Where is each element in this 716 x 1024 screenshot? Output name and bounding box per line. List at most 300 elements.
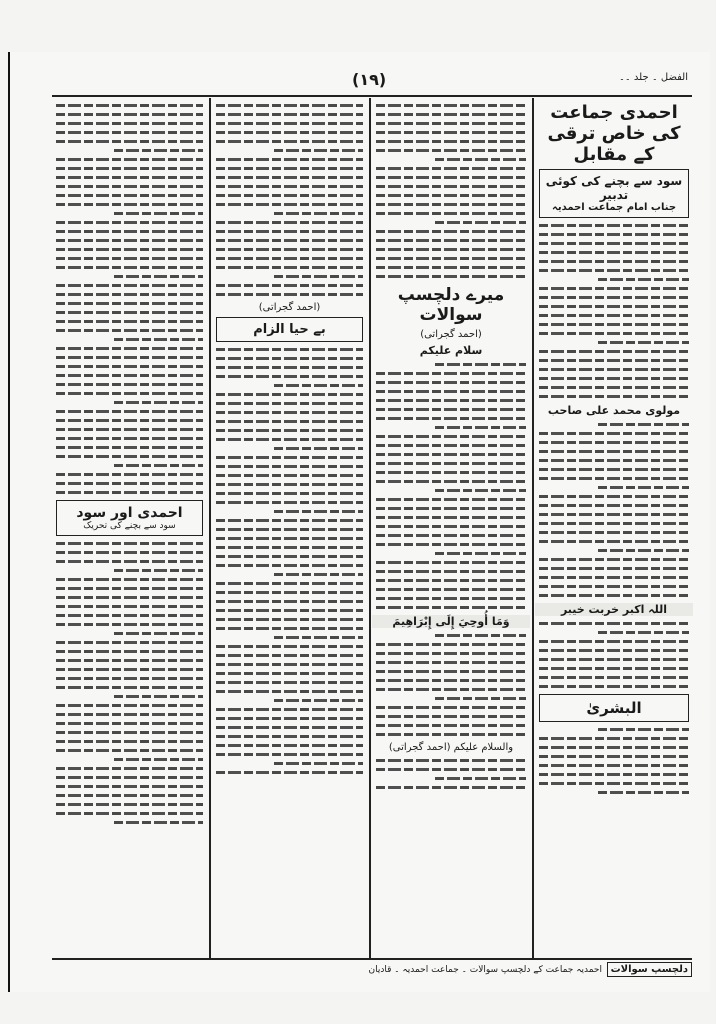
text-line (435, 697, 526, 700)
text-line (376, 239, 526, 242)
text-line (376, 652, 526, 655)
text-line (56, 740, 203, 743)
text-line (598, 423, 689, 426)
text-line (376, 131, 526, 134)
text-line (56, 158, 203, 161)
text-line (539, 386, 689, 389)
text-line (114, 569, 203, 572)
text-line (274, 212, 363, 215)
text-line (376, 444, 526, 447)
text-line (274, 149, 363, 152)
text-line (376, 257, 526, 260)
text-line (539, 513, 689, 516)
text-line (539, 567, 689, 570)
text-line (376, 561, 526, 564)
text-line (539, 395, 689, 398)
footer-tag: دلچسپ سوالات (607, 962, 692, 977)
text-line (56, 641, 203, 644)
text-line (56, 473, 203, 476)
text-line (56, 392, 203, 395)
text-line (56, 239, 203, 242)
text-line (539, 368, 689, 371)
text-line (539, 640, 689, 643)
text-line (435, 489, 526, 492)
top-rule (52, 95, 692, 97)
footer-rule (52, 958, 692, 960)
column-separator-3 (209, 98, 211, 960)
text-line (539, 314, 689, 317)
text-line (376, 176, 526, 179)
text-line (376, 715, 526, 718)
text-line (216, 348, 363, 351)
text-line (216, 104, 363, 107)
column-2-greeting: سلام علیکم (419, 344, 483, 357)
column-2-text-c (372, 634, 530, 736)
text-line (435, 777, 526, 780)
text-line (56, 113, 203, 116)
text-line (56, 491, 203, 494)
text-line (216, 600, 363, 603)
text-line (376, 786, 526, 789)
text-line (56, 614, 203, 617)
text-line (539, 251, 689, 254)
text-line (114, 758, 203, 761)
text-line (376, 399, 526, 402)
text-line (56, 542, 203, 545)
text-line (216, 402, 363, 405)
text-line (216, 429, 363, 432)
column-2 (372, 98, 530, 958)
text-line (376, 113, 526, 116)
text-line (114, 338, 203, 341)
text-line (216, 717, 363, 720)
text-line (56, 446, 203, 449)
text-line (376, 248, 526, 251)
text-line (539, 531, 689, 534)
text-line (56, 104, 203, 107)
text-line (376, 408, 526, 411)
text-line (56, 767, 203, 770)
text-line (435, 634, 526, 637)
column-1-box-sub: جناب امام جماعت احمدیہ (551, 202, 677, 213)
text-line (216, 735, 363, 738)
text-line (598, 549, 689, 552)
column-1-text-c (535, 622, 693, 688)
text-line (216, 663, 363, 666)
text-line (56, 131, 203, 134)
text-line (376, 597, 526, 600)
text-line (216, 591, 363, 594)
text-line (56, 668, 203, 671)
text-line (56, 437, 203, 440)
text-line (539, 495, 689, 498)
text-line (216, 131, 363, 134)
text-line (376, 679, 526, 682)
margin-handwriting (18, 760, 36, 900)
text-line (539, 737, 689, 740)
text-line (376, 266, 526, 269)
text-line (56, 329, 203, 332)
text-line (56, 713, 203, 716)
text-line (216, 537, 363, 540)
text-line (376, 203, 526, 206)
text-line (216, 582, 363, 585)
text-line (56, 167, 203, 170)
column-2-text-a (372, 104, 530, 278)
text-line (216, 645, 363, 648)
text-line (56, 194, 203, 197)
text-line (56, 650, 203, 653)
text-line (56, 596, 203, 599)
text-line (376, 167, 526, 170)
text-line (376, 706, 526, 709)
text-line (56, 659, 203, 662)
text-line (56, 587, 203, 590)
column-1-text-a (535, 224, 693, 398)
column-3-text-a (212, 104, 367, 296)
text-line (539, 477, 689, 480)
text-line (216, 411, 363, 414)
text-line (216, 122, 363, 125)
text-line (539, 359, 689, 362)
text-line (539, 287, 689, 290)
text-line (56, 803, 203, 806)
text-line (539, 233, 689, 236)
text-line (598, 728, 689, 731)
text-line (376, 670, 526, 673)
text-line (56, 383, 203, 386)
text-line (56, 776, 203, 779)
text-line (435, 158, 526, 161)
text-line (56, 374, 203, 377)
text-line (539, 468, 689, 471)
text-line (56, 302, 203, 305)
column-4-text-b (52, 542, 207, 824)
text-line (56, 203, 203, 206)
text-line (216, 456, 363, 459)
text-line (274, 762, 363, 765)
text-line (216, 492, 363, 495)
text-line (216, 221, 363, 224)
column-2-arabic: وَمَا أُوحِيَ إِلَى إِبْرَاهِيمَ (372, 615, 530, 628)
text-line (376, 661, 526, 664)
page-number: (١٩) (352, 70, 387, 89)
text-line (274, 636, 363, 639)
text-line (56, 176, 203, 179)
text-line (376, 516, 526, 519)
text-line (216, 681, 363, 684)
text-line (56, 320, 203, 323)
text-line (216, 366, 363, 369)
text-line (539, 755, 689, 758)
text-line (376, 543, 526, 546)
text-line (56, 356, 203, 359)
text-line (56, 248, 203, 251)
column-3-byline: (احمد گجراتی) (258, 302, 321, 313)
text-line (216, 438, 363, 441)
column-1-box-title: سود سے بچنے کی کوئی تدبیر (545, 174, 683, 202)
text-line (539, 622, 689, 625)
text-line (539, 305, 689, 308)
text-line (56, 785, 203, 788)
text-line (539, 323, 689, 326)
text-line (376, 212, 526, 215)
text-line (539, 441, 689, 444)
text-line (435, 426, 526, 429)
text-line (216, 501, 363, 504)
text-line (376, 185, 526, 188)
text-line (274, 447, 363, 450)
text-line (56, 551, 203, 554)
text-line (114, 464, 203, 467)
text-line (216, 357, 363, 360)
column-1-subhead: مولوی محمد علی صاحب (547, 404, 681, 417)
issue-line: الفضل ۔ جلد ۔۔ (619, 72, 688, 83)
text-line (216, 203, 363, 206)
text-line (376, 471, 526, 474)
text-line (376, 122, 526, 125)
text-line (216, 420, 363, 423)
text-line (56, 266, 203, 269)
column-3-headline: بے حیا الزام (216, 317, 363, 342)
column-1 (535, 98, 693, 958)
text-line (376, 759, 526, 762)
text-line (376, 579, 526, 582)
text-line (56, 410, 203, 413)
text-line (376, 390, 526, 393)
text-line (539, 558, 689, 561)
text-line (216, 564, 363, 567)
text-line (539, 332, 689, 335)
text-line (539, 296, 689, 299)
text-line (56, 623, 203, 626)
text-line (56, 347, 203, 350)
column-4-text-a (52, 104, 207, 494)
text-line (376, 381, 526, 384)
text-line (216, 519, 363, 522)
text-line (114, 695, 203, 698)
text-line (216, 753, 363, 756)
text-line (539, 658, 689, 661)
column-3-text-b (212, 348, 367, 774)
text-line (539, 782, 689, 785)
text-line (56, 482, 203, 485)
text-line (274, 384, 363, 387)
text-line (376, 194, 526, 197)
text-line (56, 221, 203, 224)
text-line (216, 284, 363, 287)
text-line (216, 627, 363, 630)
text-line (56, 704, 203, 707)
text-line (539, 450, 689, 453)
text-line (539, 350, 689, 353)
text-line (376, 140, 526, 143)
column-4 (52, 98, 207, 958)
footer (52, 962, 692, 984)
text-line (56, 455, 203, 458)
text-line (598, 791, 689, 794)
text-line (376, 104, 526, 107)
text-line (216, 474, 363, 477)
text-line (216, 375, 363, 378)
text-line (539, 242, 689, 245)
text-line (376, 507, 526, 510)
column-1-quote: اللہ اکبر خربت خیبر (535, 603, 693, 616)
text-line (435, 552, 526, 555)
text-line (56, 257, 203, 260)
text-line (539, 432, 689, 435)
text-line (56, 419, 203, 422)
text-line (56, 284, 203, 287)
text-line (216, 618, 363, 621)
text-line (216, 113, 363, 116)
text-line (598, 631, 689, 634)
text-line (216, 555, 363, 558)
text-line (56, 122, 203, 125)
text-line (539, 260, 689, 263)
text-line (598, 341, 689, 344)
text-line (274, 699, 363, 702)
text-line (435, 363, 526, 366)
text-line (539, 585, 689, 588)
text-line (376, 275, 526, 278)
text-line (216, 230, 363, 233)
text-line (114, 275, 203, 278)
text-line (376, 498, 526, 501)
column-separator-1 (532, 98, 534, 960)
column-3 (212, 98, 367, 958)
text-line (539, 667, 689, 670)
column-4-box-sub: سود سے بچنے کی تحریک (83, 521, 176, 531)
column-1-section: البشریٰ (539, 694, 689, 722)
text-line (216, 158, 363, 161)
text-line (216, 483, 363, 486)
text-line (216, 266, 363, 269)
text-line (435, 221, 526, 224)
text-line (56, 185, 203, 188)
text-line (376, 480, 526, 483)
text-line (216, 672, 363, 675)
text-line (539, 540, 689, 543)
column-1-text-b (535, 423, 693, 597)
text-line (216, 176, 363, 179)
text-line (114, 401, 203, 404)
text-line (114, 632, 203, 635)
text-line (56, 812, 203, 815)
column-4-headline-text: احمدی اور سود (76, 505, 183, 521)
text-line (216, 708, 363, 711)
text-line (216, 690, 363, 693)
column-2-closing: والسلام علیکم (احمد گجراتی) (388, 742, 514, 753)
text-line (376, 149, 526, 152)
text-line (114, 821, 203, 824)
text-line (376, 588, 526, 591)
column-2-text-d (372, 759, 530, 789)
text-line (539, 269, 689, 272)
column-1-headline: احمدی جماعت کی خاص ترقی کے مقابل (547, 102, 681, 165)
text-line (114, 149, 203, 152)
text-line (216, 654, 363, 657)
text-line (216, 185, 363, 188)
text-line (274, 573, 363, 576)
text-line (539, 594, 689, 597)
column-1-text-d (535, 728, 693, 794)
text-line (539, 224, 689, 227)
text-line (56, 560, 203, 563)
text-line (539, 676, 689, 679)
text-line (56, 230, 203, 233)
text-line (376, 525, 526, 528)
text-line (56, 578, 203, 581)
column-2-text-b (372, 363, 530, 609)
text-line (56, 140, 203, 143)
text-line (539, 504, 689, 507)
text-line (216, 771, 363, 774)
text-line (56, 749, 203, 752)
text-line (539, 377, 689, 380)
text-line (376, 534, 526, 537)
text-line (56, 293, 203, 296)
text-line (376, 372, 526, 375)
text-line (274, 275, 363, 278)
column-4-headline (56, 500, 203, 536)
text-line (216, 167, 363, 170)
text-line (376, 733, 526, 736)
text-line (216, 393, 363, 396)
text-line (376, 570, 526, 573)
text-line (56, 311, 203, 314)
text-line (216, 293, 363, 296)
text-line (56, 605, 203, 608)
text-line (216, 546, 363, 549)
text-line (539, 764, 689, 767)
text-line (56, 686, 203, 689)
text-line (216, 239, 363, 242)
text-line (216, 744, 363, 747)
text-line (539, 685, 689, 688)
text-line (539, 746, 689, 749)
text-line (376, 417, 526, 420)
column-2-headline: میرے دلچسپ سوالات (397, 285, 505, 325)
text-line (539, 522, 689, 525)
text-line (216, 248, 363, 251)
text-line (539, 773, 689, 776)
text-line (216, 528, 363, 531)
masthead (52, 70, 688, 92)
text-line (376, 643, 526, 646)
column-separator-2 (369, 98, 371, 960)
text-line (376, 435, 526, 438)
text-line (216, 194, 363, 197)
column-1-box (539, 169, 689, 218)
text-line (216, 609, 363, 612)
text-line (376, 462, 526, 465)
text-line (56, 365, 203, 368)
text-line (539, 459, 689, 462)
text-line (376, 724, 526, 727)
text-line (376, 688, 526, 691)
text-line (539, 649, 689, 652)
text-line (216, 726, 363, 729)
text-line (56, 428, 203, 431)
text-line (376, 230, 526, 233)
text-line (56, 677, 203, 680)
text-line (216, 257, 363, 260)
text-line (376, 768, 526, 771)
text-line (376, 606, 526, 609)
text-line (56, 794, 203, 797)
text-line (216, 140, 363, 143)
